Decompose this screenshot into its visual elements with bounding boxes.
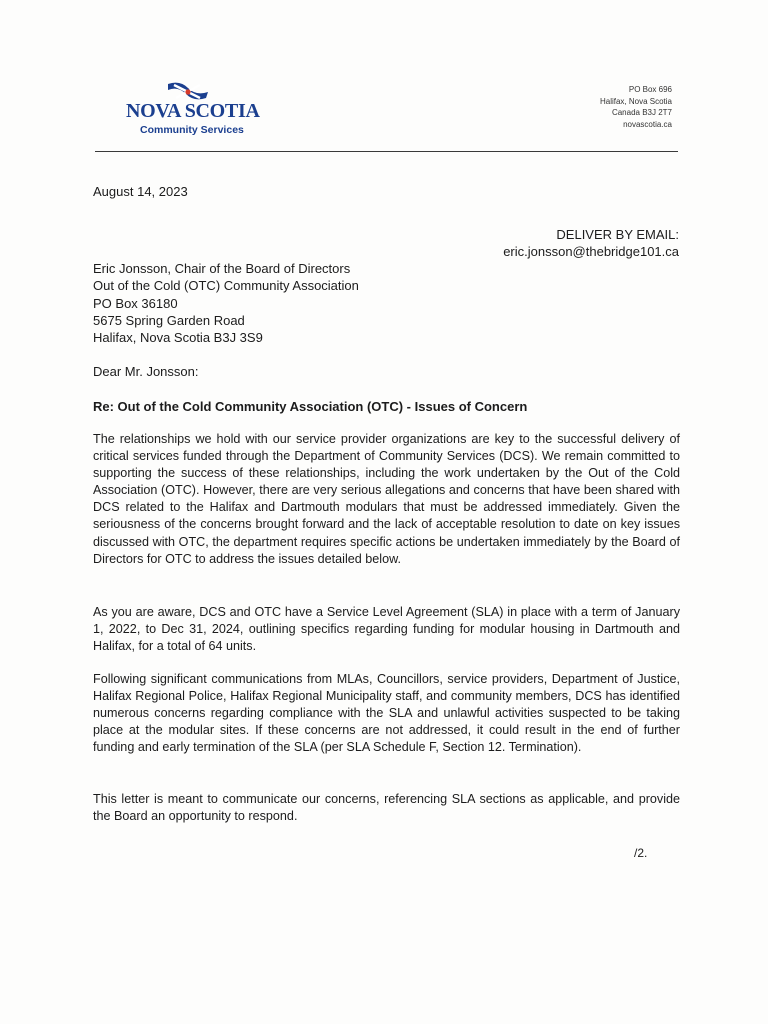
recipient-line: Out of the Cold (OTC) Community Association (93, 278, 359, 294)
page-continuation-marker: /2. (634, 846, 648, 860)
salutation: Dear Mr. Jonsson: (93, 364, 199, 379)
address-line: Canada B3J 2T7 (611, 108, 672, 117)
body-paragraph: As you are aware, DCS and OTC have a Service Level Agreement (SLA) in place with a term of January 1, 2022, to Dec 31, 2024, outlining specifics regarding funding for modular housing in Dartmouth and Halifax, for a total of 64 units. (93, 605, 680, 654)
recipient-line: Halifax, Nova Scotia B3J 3S9 (93, 330, 263, 346)
recipient-line: Eric Jonsson, Chair of the Board of Directors (93, 261, 351, 276)
letter-date: August 14, 2023 (93, 184, 188, 199)
address-line: PO Box 696 (628, 85, 672, 94)
subject-line: Re: Out of the Cold Community Association (OTC) - Issues of Concern (93, 399, 528, 414)
recipient-address (93, 260, 359, 346)
nova-scotia-logo (126, 82, 260, 140)
letterhead-divider (95, 151, 678, 152)
saltire-flag-icon (166, 82, 210, 102)
body-paragraph: The relationships we hold with our service provider organizations are key to the successful delivery of critical services funded through the Department of Community Services (DCS). We remain committed to supporting the success of these relationships, including the work undertaken by the Out of the Cold Association (OTC). However, there are very serious allegations and concerns that have been shared with DCS related to the Halifax and Dartmouth modulars that must be addressed immediately. Given the seriousness of the concerns brought forward and the lack of acceptable resolution to date on key issues discussed with OTC, the department requires specific actions be undertaken immediately by the Board of Directors for OTC to address the issues detailed below. (93, 432, 680, 566)
delivery-email: eric.jonsson@thebridge101.ca (503, 244, 679, 259)
delivery-label: DELIVER BY EMAIL: (556, 227, 679, 242)
delivery-block (503, 226, 679, 260)
address-line: Halifax, Nova Scotia (599, 96, 672, 106)
address-line: novascotia.ca (623, 119, 672, 129)
body-paragraph: Following significant communications from MLAs, Councillors, service providers, Department of Justice, Halifax Regional Police, Halifax Regional Municipality staff, and community members, DCS has identified numerous concerns regarding compliance with the SLA and unlawful activities suspected to be taking place at the modular sites. If these concerns are not addressed, it could result in the end of further funding and early termination of the SLA (per SLA Schedule F, Section 12. Termination). (93, 672, 680, 755)
logo-wordmark: NOVA SCOTIA (126, 100, 260, 122)
logo-subtitle: Community Services (140, 124, 244, 136)
recipient-line: PO Box 36180 (93, 295, 178, 311)
body-paragraph: This letter is meant to communicate our concerns, referencing SLA sections as applicable, and provide the Board an opportunity to respond. (93, 792, 680, 824)
office-address (600, 84, 672, 130)
recipient-line: 5675 Spring Garden Road (93, 312, 245, 328)
